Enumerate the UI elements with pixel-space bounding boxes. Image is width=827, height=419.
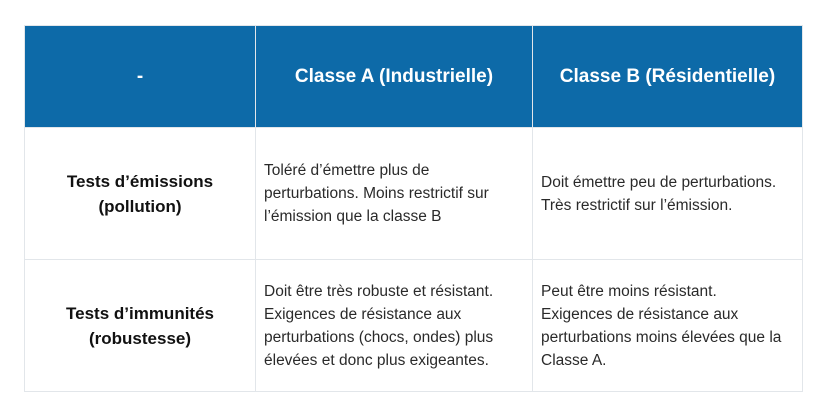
comparison-table-container <box>24 25 802 392</box>
row-label-emissions: Tests d’émissions (pollution) <box>25 128 256 260</box>
cell-emissions-class-a: Toléré d’émettre plus de perturbations. Moins restrictif sur l’émission que la classe B <box>256 128 533 260</box>
header-class-a: Classe A (Industrielle) <box>256 26 533 128</box>
cell-immunities-class-b: Peut être moins résistant. Exigences de résistance aux perturbations moins élevées que la Classe A. <box>533 260 803 392</box>
table-row <box>25 128 803 260</box>
header-empty-cell: - <box>25 26 256 128</box>
table-row <box>25 260 803 392</box>
comparison-table <box>24 25 803 392</box>
row-label-immunities: Tests d’immunités (robustesse) <box>25 260 256 392</box>
cell-emissions-class-b: Doit émettre peu de perturbations. Très restrictif sur l’émission. <box>533 128 803 260</box>
cell-immunities-class-a: Doit être très robuste et résistant. Exigences de résistance aux perturbations (chocs, ondes) plus élevées et donc plus exigeantes. <box>256 260 533 392</box>
table-header-row <box>25 26 803 128</box>
header-class-b: Classe B (Résidentielle) <box>533 26 803 128</box>
